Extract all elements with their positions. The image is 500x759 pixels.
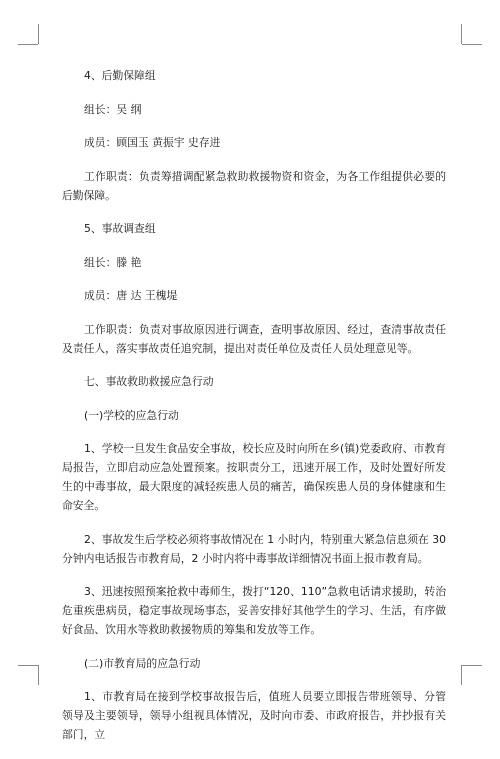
crop-mark-bottom-left-horizontal [18,665,38,666]
logistics-leader: 组长：吴 纲 [84,102,142,116]
school-action-item-1: 1、学校一旦发生食品安全事故，校长应及时向所在乡(镇)党委政府、市教育局报告，立即启动应急处置预案。按职责分工，迅速开展工作，及时处置好所发生的中毒事故，最大限度的减轻疾患人员的痛苦，确保疾患人员的身体健康和生命安全。 [62,442,446,512]
crop-mark-top-right-vertical [461,24,462,44]
crop-mark-bottom-right-vertical [461,665,462,685]
investigation-duties: 工作职责：负责对事故原因进行调查，查明事故原因、经过，查清事故责任及责任人，落实事故责任追究制，提出对责任单位及责任人员处理意见等。 [62,322,446,355]
school-action-item-2: 2、事故发生后学校必须将事故情况在 1 小时内，特别重大紧急信息须在 30 分钟内电话报告市教育局，2 小时内将中毒事故详细情况书面上报市教育局。 [62,532,446,565]
bureau-action-item-1: 1、市教育局在接到学校事故报告后，值班人员要立即报告带班领导、分管领导及主要领导，领导小组视具体情况，及时向市委、市政府报告，并抄报有关部门，立 [62,690,446,741]
investigation-members: 成员：唐 达 王槐堤 [84,289,178,302]
subheading-bureau-action: (二)市教育局的应急行动 [84,656,201,670]
investigation-leader: 组长：滕 艳 [84,255,142,269]
logistics-duties: 工作职责：负责筹措调配紧急救助救援物资和资金，为各工作组提供必要的后勤保障。 [62,169,446,202]
crop-mark-top-right-horizontal [462,44,482,45]
chapter-heading-emergency-action: 七、事故救助救援应急行动 [84,375,214,388]
subheading-school-action: (一)学校的应急行动 [84,408,179,422]
crop-mark-bottom-right-horizontal [462,665,482,666]
school-action-item-3: 3、迅速按照预案抢救中毒师生，拨打“120、110”急救电话请求援助，转治危重疾患病员，稳定事故现场事态，妥善安排好其他学生的学习、生活，有序做好食品、饮用水等救助救援物质的筹集和发放等工作。 [62,585,446,636]
document-body [62,66,446,759]
section-heading-logistics: 4、后勤保障组 [84,69,156,82]
crop-mark-bottom-left-vertical [38,665,39,685]
logistics-members: 成员：顾国玉 黄振宇 史存进 [84,136,221,149]
section-heading-investigation: 5、事故调查组 [84,222,156,235]
crop-mark-top-left-horizontal [18,44,38,45]
crop-mark-top-left-vertical [38,24,39,44]
